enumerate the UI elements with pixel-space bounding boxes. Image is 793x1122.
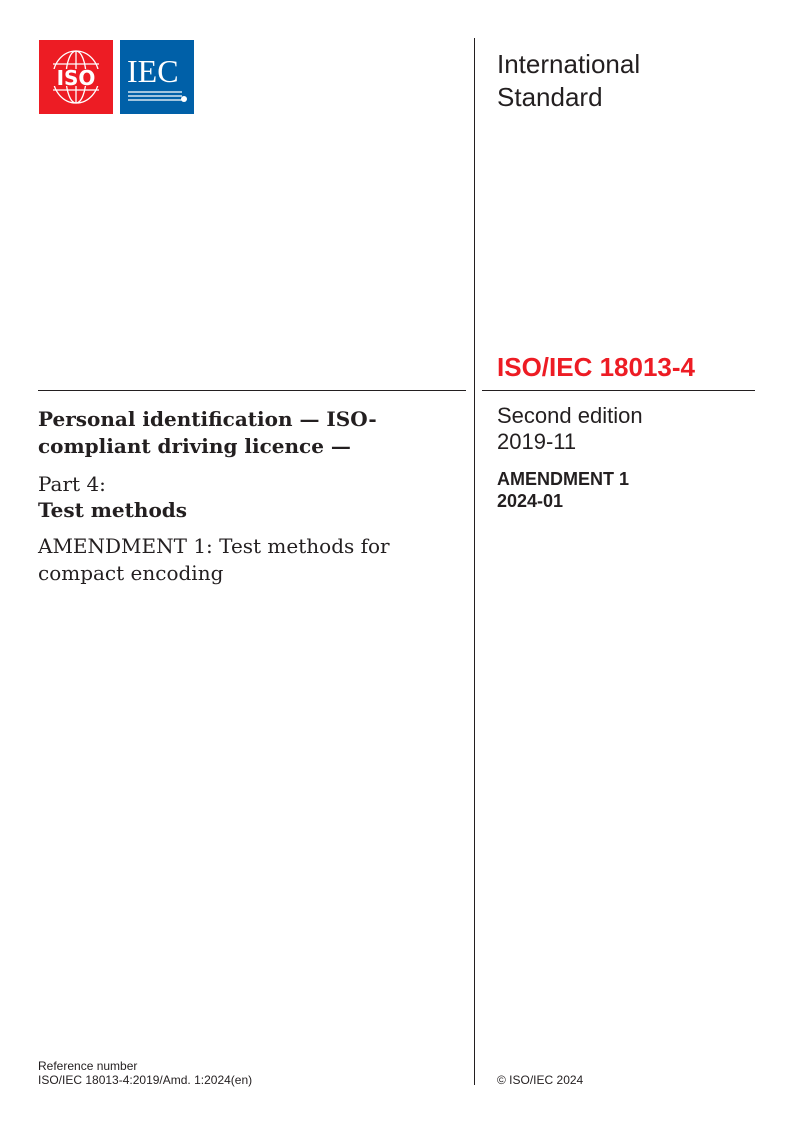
document-type-line: Standard [497,82,603,112]
main-title [38,406,458,460]
iec-logo [120,40,194,114]
amendment-date: 2024-01 [497,491,564,511]
copyright: © ISO/IEC 2024 [497,1073,584,1087]
amendment-title [38,533,458,587]
part-title: Test methods [38,498,188,522]
edition-info [497,403,643,512]
document-type-line: International [497,49,641,79]
amendment-title-line: compact encoding [38,561,224,585]
main-title-line: compliant driving licence — [38,434,351,458]
standard-number: ISO/IEC 18013-4 [497,352,695,382]
edition-date: 2019-11 [497,429,577,454]
part-label: Part 4: [38,472,106,496]
vertical-divider [474,38,475,1085]
amendment-title-line: AMENDMENT 1: Test methods for [38,534,390,558]
iso-logo [39,40,113,114]
left-rule [38,390,466,391]
reference-block [38,1059,252,1087]
reference-number: ISO/IEC 18013-4:2019/Amd. 1:2024(en) [38,1073,253,1087]
reference-label: Reference number [38,1059,138,1073]
edition-label: Second edition [497,403,643,428]
amendment-label: AMENDMENT 1 [497,469,630,489]
svg-text:ISO: ISO [56,66,96,90]
document-title [38,406,458,587]
right-rule [482,390,755,391]
svg-text:IEC: IEC [127,53,179,89]
main-title-line: Personal identification — ISO- [38,407,377,431]
document-type [497,48,640,114]
